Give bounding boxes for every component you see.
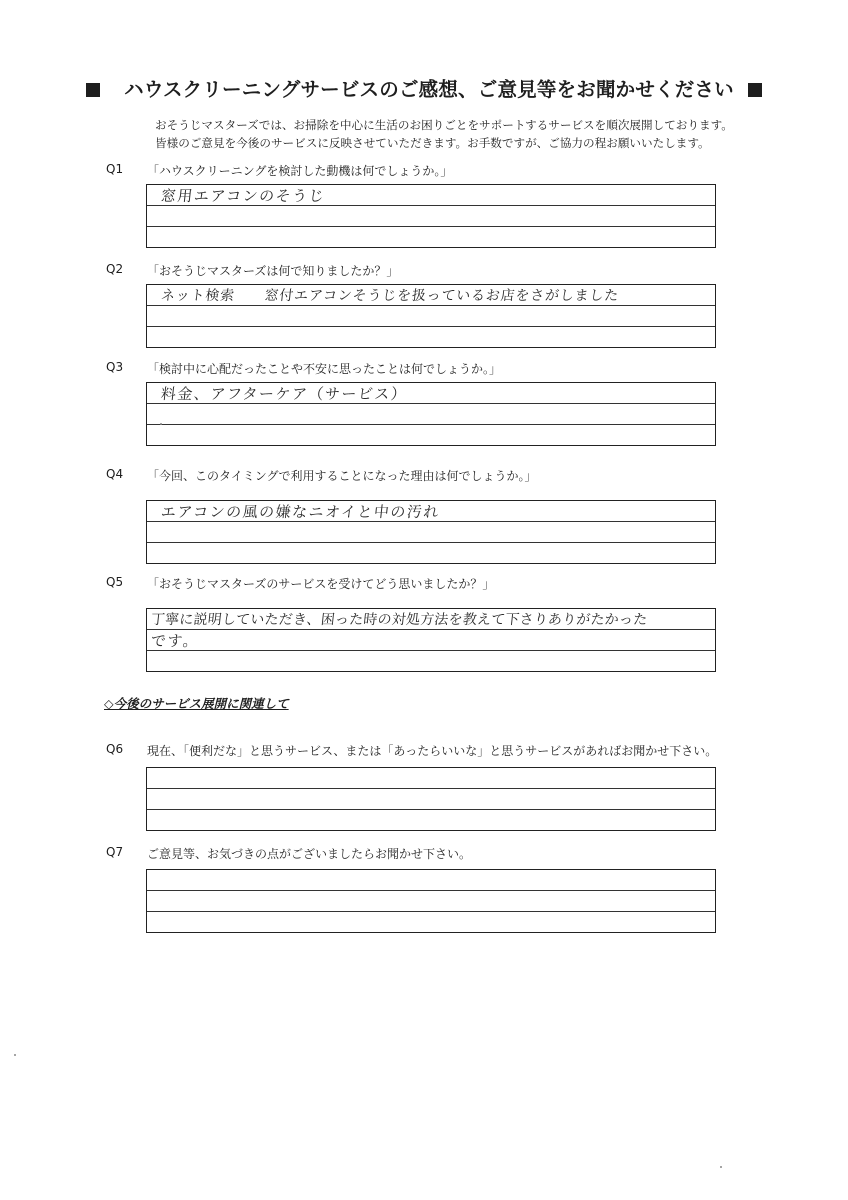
square-bullet-icon — [86, 83, 100, 97]
question-text: 「おそうじマスターズは何で知りましたか？」 — [147, 264, 399, 278]
handwritten-answer: ネット検索 窓付エアコンそうじを扱っているお店をさがしました — [160, 288, 620, 304]
page-title — [0, 74, 848, 102]
question-number: Q6 — [106, 742, 124, 756]
handwritten-answer: 窓用エアコンのそうじ — [160, 187, 327, 205]
section-heading: ◇今後のサービス展開に関連して — [104, 696, 289, 711]
intro-line-2: 皆様のご意見を今後のサービスに反映させていただきます。お手数ですが、ご協力の程お願いいたします。 — [155, 136, 710, 150]
page-title-text: ハウスクリーニングサービスのご感想、ご意見等をお聞かせください — [124, 78, 734, 101]
answer-box-q1[interactable] — [146, 184, 716, 248]
scan-speck — [720, 1166, 722, 1168]
question-number: Q1 — [106, 162, 124, 176]
question-text: 「今回、このタイミングで利用することになった理由は何でしょうか。」 — [147, 469, 537, 483]
handwritten-answer: 料金、アフターケア（サービス） — [160, 385, 409, 403]
handwritten-answer-line-2: です。 — [150, 632, 201, 650]
scan-speck — [14, 1054, 16, 1056]
question-number: Q7 — [106, 845, 124, 859]
scan-speck — [160, 423, 162, 425]
question-text: 「おそうじマスターズのサービスを受けてどう思いましたか？」 — [147, 577, 495, 591]
answer-box-q5[interactable] — [146, 608, 716, 672]
square-bullet-icon — [748, 83, 762, 97]
handwritten-answer: エアコンの風の嫌なニオイと中の汚れ — [160, 503, 441, 521]
question-number: Q5 — [106, 575, 124, 589]
question-text: 現在、「便利だな」と思うサービス、または「あったらいいな」と思うサービスがあればお聞かせ下さい。 — [147, 744, 718, 758]
question-text: 「ハウスクリーニングを検討した動機は何でしょうか。」 — [147, 164, 453, 178]
question-text: 「検討中に心配だったことや不安に思ったことは何でしょうか。」 — [147, 362, 502, 376]
intro-line-1: おそうじマスターズでは、お掃除を中心に生活のお困りごとをサポートするサービスを順次展開しております。 — [155, 118, 733, 132]
answer-box-q4[interactable] — [146, 500, 716, 564]
answer-box-q6[interactable] — [146, 767, 716, 831]
question-text: ご意見等、お気づきの点がございましたらお聞かせ下さい。 — [147, 847, 472, 861]
question-number: Q2 — [106, 262, 124, 276]
answer-box-q2[interactable] — [146, 284, 716, 348]
question-number: Q4 — [106, 467, 124, 481]
answer-box-q7[interactable] — [146, 869, 716, 933]
answer-box-q3[interactable] — [146, 382, 716, 446]
question-number: Q3 — [106, 360, 124, 374]
handwritten-answer: 丁寧に説明していただき、困った時の対処方法を教えて下さりありがたかった — [150, 612, 649, 628]
